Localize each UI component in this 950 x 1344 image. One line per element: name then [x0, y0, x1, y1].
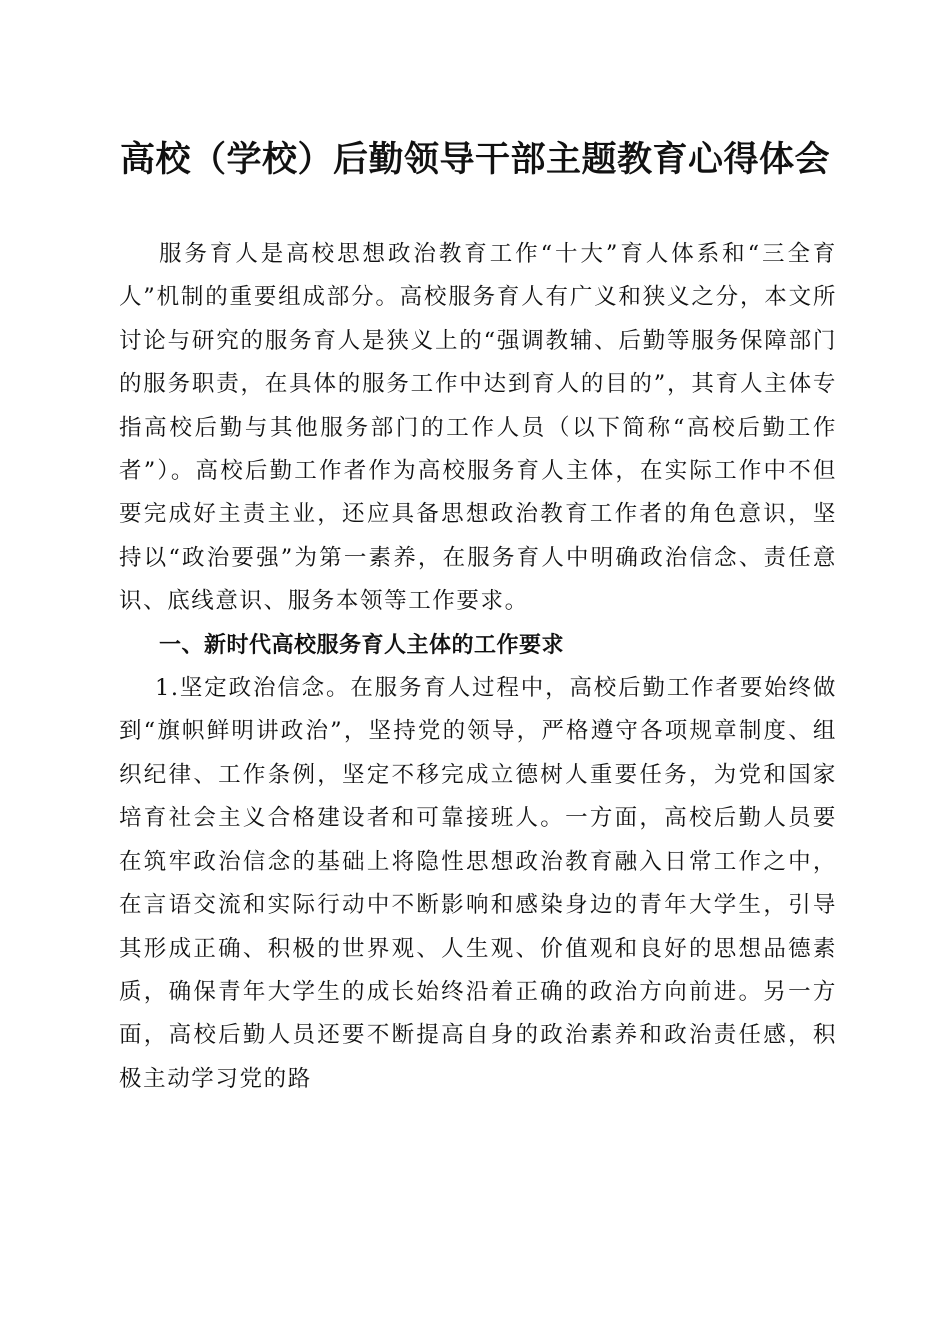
document-title: 高校（学校）后勤领导干部主题教育心得体会 [119, 139, 830, 180]
section-heading: 一、新时代高校服务育人主体的工作要求 [159, 632, 565, 658]
item-paragraph: 1.坚定政治信念。在服务育人过程中，高校后勤工作者要始终做到“旗帜鲜明讲政治”，坚持党的领导，严格遵守各项规章制度、组织纪律、工作条例，坚定不移完成立德树人重要任务，为党和国家培育社会主义合格建设者和可靠接班人。一方面，高校后勤人员要在筑牢政治信念的基础上将隐性思想政治教育融入日常工作之中，在言语交流和实际行动中不断影响和感染身边的青年大学生，引导其形成正确、积极的世界观、人生观、价值观和良好的思想品德素质，确保青年大学生的成长始终沿着正确的政治方向前进。另一方面，高校后勤人员还要不断提高自身的政治素养和政治责任感，积极主动学习党的路 [119, 675, 837, 1092]
document-body [119, 233, 837, 1101]
intro-paragraph: 服务育人是高校思想政治教育工作“十大”育人体系和“三全育人”机制的重要组成部分。高校服务育人有广义和狭义之分，本文所讨论与研究的服务育人是狭义上的“强调教辅、后勤等服务保障部门的服务职责，在具体的服务工作中达到育人的目的”，其育人主体专指高校后勤与其他服务部门的工作人员（以下简称“高校后勤工作者”）。高校后勤工作者作为高校服务育人主体，在实际工作中不但要完成好主责主业，还应具备思想政治教育工作者的角色意识，坚持以“政治要强”为第一素养，在服务育人中明确政治信念、责任意识、底线意识、服务本领等工作要求。 [119, 241, 837, 615]
